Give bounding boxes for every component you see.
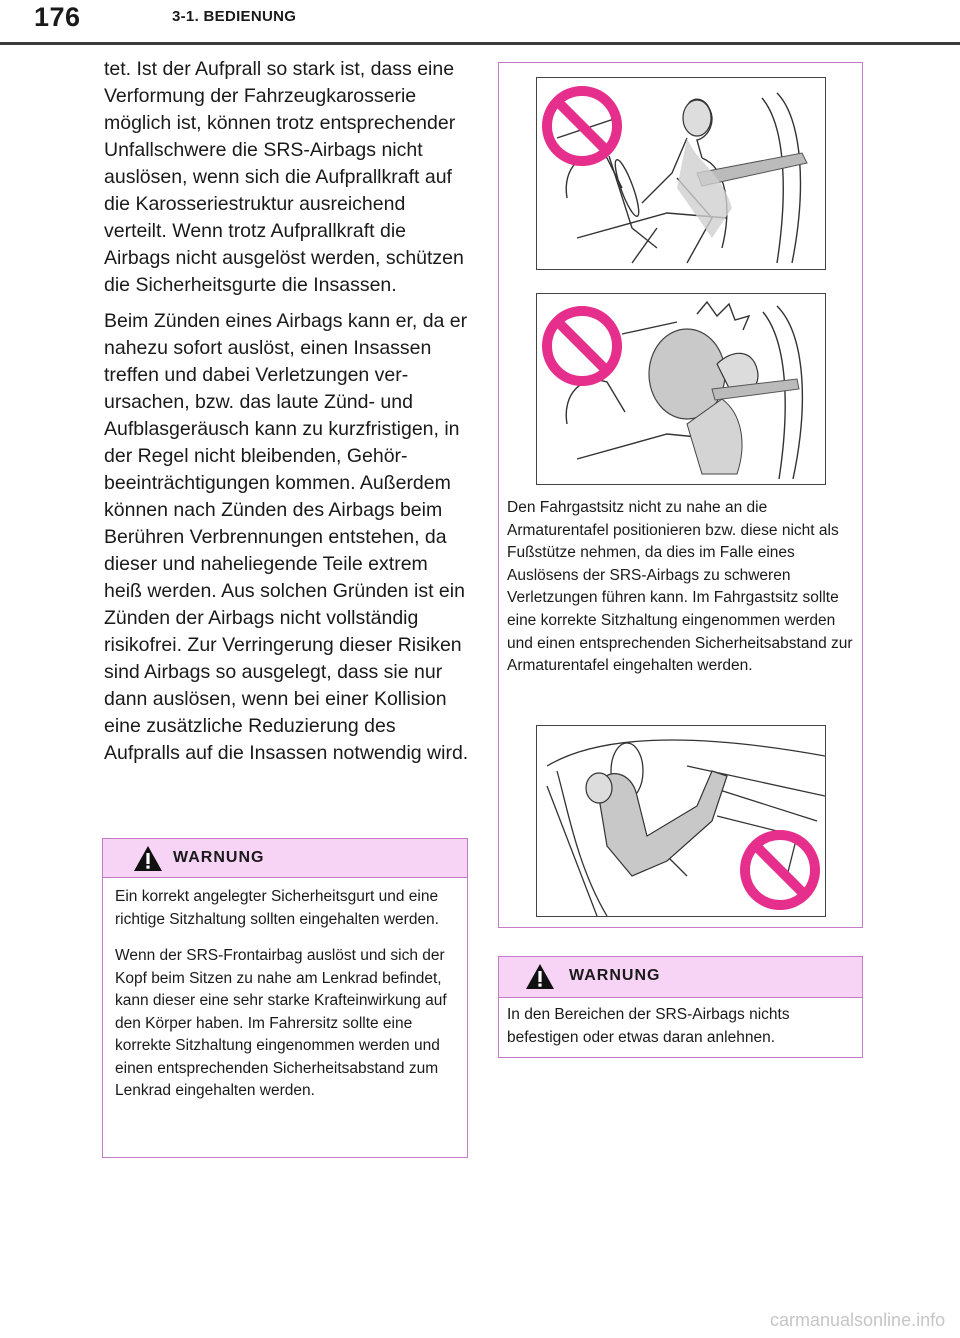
- warning-header: [499, 957, 862, 998]
- illustration-caption: Den Fahrgastsitz nicht zu nahe an die Armaturentafel positionieren bzw. diese nicht als Fußstütze nehmen, da dies im Falle eines Auslösens der SRS-Airbags zu schweren Verletzungen führen kann. Im Fahrgastsitz sollte eine korrekte Sitzhaltung eingenommen werden und einen entsprechenden Sicherheitsabstand zur Armaturentafel eingehalten werden.: [507, 499, 853, 675]
- warning-paragraph: Wenn der SRS-Frontairbag auslöst und sich der Kopf beim Sitzen zu nahe am Lenkrad befindet, kann dieser eine sehr starke Krafteinwirkung auf den Körper haben. Im Fahrersitz sollte eine korrekte Sitzhaltung eingenommen werden und einen entsprechenden Sicherheitsabstand zum Lenkrad eingehalten werden.: [115, 947, 447, 1099]
- warning-title: WARNUNG: [569, 967, 661, 984]
- watermark: carmanualsonline.info: [770, 1310, 946, 1330]
- warning-header: [103, 839, 467, 878]
- warning-triangle-icon: [525, 963, 555, 990]
- page-number: 176: [34, 2, 81, 32]
- prohibition-icon: [739, 829, 821, 911]
- body-paragraph: tet. Ist der Aufprall so stark ist, dass eine Verformung der Fahrzeugkarosserie möglich ist, können trotz entsprechender Unfallschwere die SRS-Airbags nicht auslösen, wenn sich die Aufprallkraft auf die Karosseriestruktur ausreichend verteilt. Wenn trotz Aufprallkraft die Airbags nicht ausgelöst werden, schützen die Sicherheitsgurte die Insassen.: [104, 58, 464, 296]
- warning-body: [103, 878, 467, 1103]
- warning-paragraph: Ein korrekt angelegter Sicherheitsgurt und eine richtige Sitzhaltung sollten eingehalten werden.: [115, 888, 439, 928]
- warning-box: [102, 838, 468, 1158]
- body-text: [104, 56, 470, 776]
- section-title: 3-1. BEDIENUNG: [172, 8, 297, 25]
- warning-paragraph: In den Bereichen der SRS-Airbags nichts befestigen oder etwas daran anlehnen.: [507, 1006, 790, 1046]
- warning-box: [498, 956, 863, 1058]
- prohibition-icon: [541, 305, 623, 387]
- page-header: [0, 0, 960, 46]
- prohibition-icon: [541, 85, 623, 167]
- warning-triangle-icon: [133, 845, 163, 872]
- body-paragraph: Beim Zünden eines Airbags kann er, da er nahezu sofort auslöst, einen Insassen treffen und dabei Verletzungen verursachen, bzw. das laute Zünd- und Aufblasgeräusch kann zu kurzfristigen, in der Regel nicht bleibenden, Gehörbeeinträchtigungen kommen. Außerdem können nach Zünden des Airbags beim Berühren Verbrennungen entstehen, da dieser und naheliegende Teile extrem heiß werden. Aus solchen Gründen ist ein Zünden der Airbags nicht vollständig risikofrei. Zur Verringerung dieser Risiken sind Airbags so ausgelegt, dass sie nur dann auslösen, wenn bei einer Kollision eine zusätzliche Reduzierung des Aufpralls auf die Insassen notwendig wird.: [104, 310, 469, 764]
- header-divider: [0, 42, 960, 45]
- warning-title: WARNUNG: [173, 849, 265, 866]
- warning-body: [499, 998, 862, 1049]
- illustration-box: [498, 62, 863, 928]
